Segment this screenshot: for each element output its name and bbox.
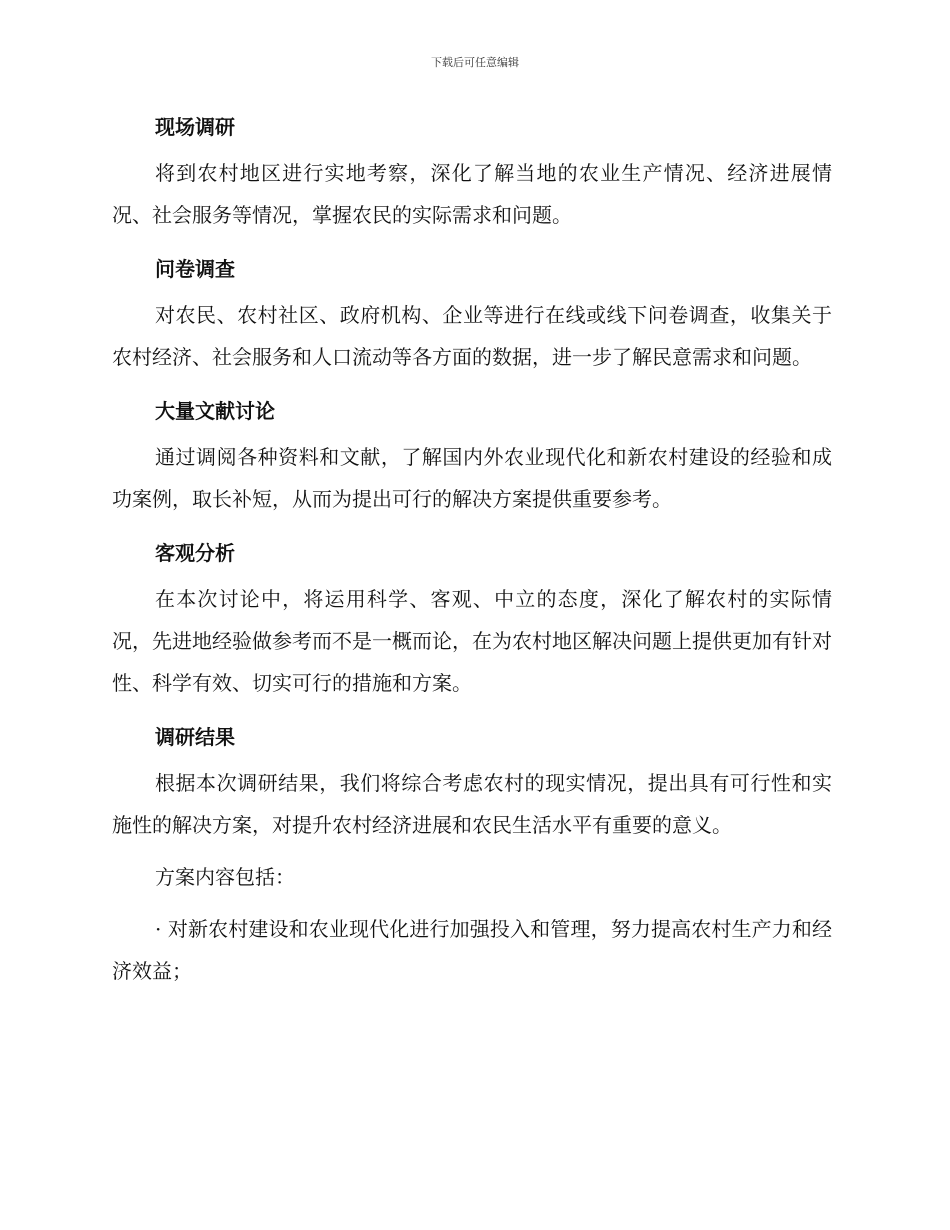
section-paragraph-questionnaire: 对农民、农村社区、政府机构、企业等进行在线或线下问卷调查，收集关于农村经济、社会服务和人口流动等各方面的数据，进一步了解民意需求和问题。	[112, 303, 832, 369]
plan-list-item: · 对新农村建设和农业现代化进行加强投入和管理，努力提高农村生产力和经济效益；	[112, 917, 832, 983]
section-heading-field-survey: 现场调研	[155, 115, 235, 139]
plan-intro: 方案内容包括：	[155, 865, 295, 889]
section-paragraph-results: 根据本次调研结果，我们将综合考虑农村的现实情况，提出具有可行性和实施性的解决方案，对提升农村经济进展和农民生活水平有重要的意义。	[112, 771, 832, 837]
section-paragraph-analysis: 在本次讨论中，将运用科学、客观、中立的态度，深化了解农村的实际情况，先进地经验做参考而不是一概而论，在为农村地区解决问题上提供更加有针对性、科学有效、切实可行的措施和方案。	[112, 587, 832, 695]
section-heading-analysis: 客观分析	[155, 541, 235, 565]
page-header: 下载后可任意编辑	[431, 56, 519, 69]
section-heading-literature: 大量文献讨论	[155, 399, 275, 423]
section-heading-results: 调研结果	[155, 725, 235, 749]
section-paragraph-field-survey: 将到农村地区进行实地考察，深化了解当地的农业生产情况、经济进展情况、社会服务等情况，掌握农民的实际需求和问题。	[112, 161, 832, 227]
document-body	[112, 112, 832, 992]
section-heading-questionnaire: 问卷调查	[155, 257, 235, 281]
section-paragraph-literature: 通过调阅各种资料和文献，了解国内外农业现代化和新农村建设的经验和成功案例，取长补短，从而为提出可行的解决方案提供重要参考。	[112, 445, 832, 511]
